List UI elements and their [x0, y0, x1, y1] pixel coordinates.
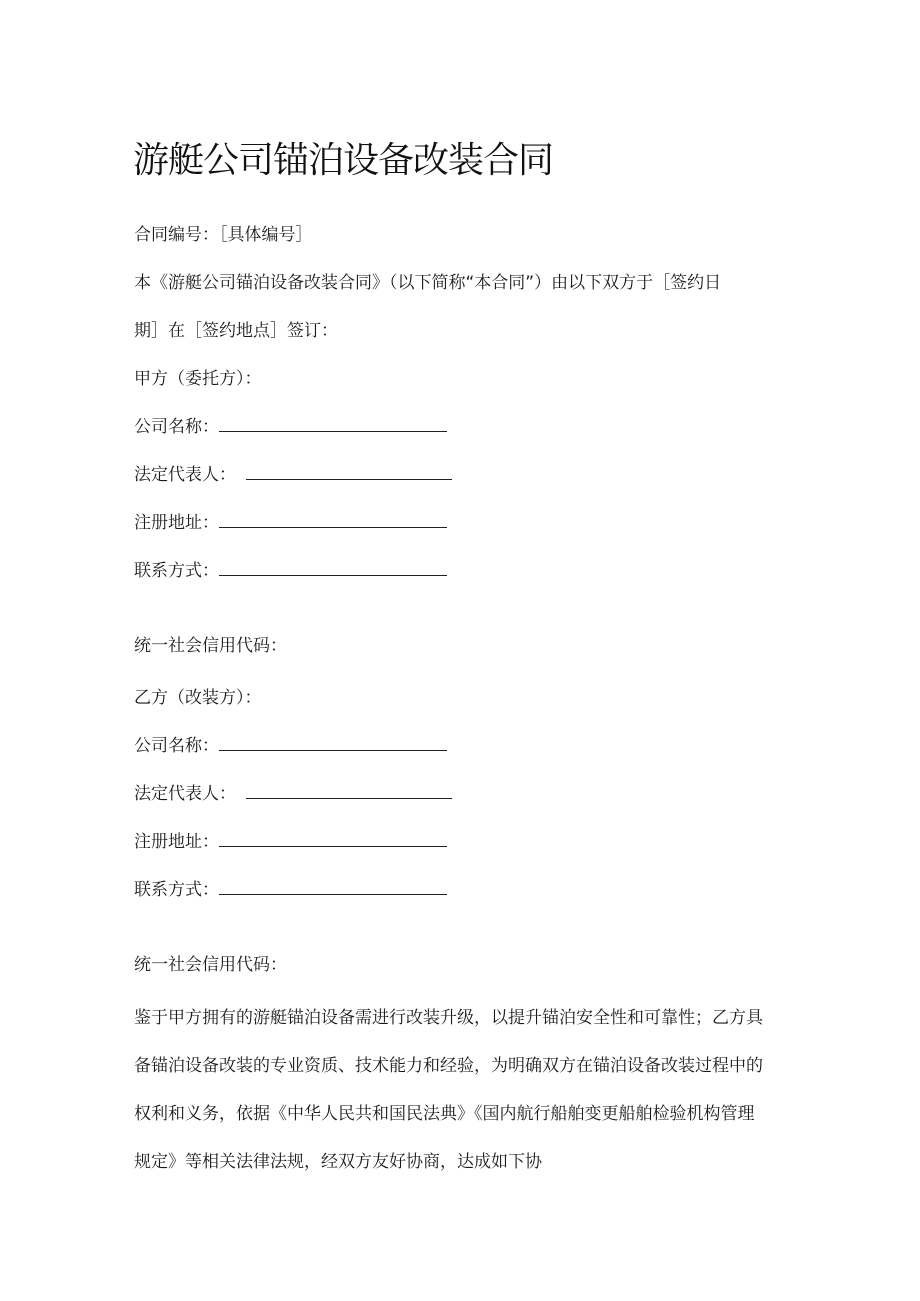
party-b-company-row	[134, 733, 447, 759]
party-a-rep-row	[134, 462, 452, 488]
recital-line-4: 规定》等相关法律法规，经双方友好协商，达成如下协	[134, 1152, 542, 1172]
party-a-company-label: 公司名称：	[134, 417, 219, 437]
intro-line-2: 期］在［签约地点］签订：	[134, 321, 338, 341]
party-b-credit-code: 统一社会信用代码：	[134, 955, 287, 975]
recital-line-3: 权利和义务，依据《中华人民共和国民法典》《国内航行船舶变更船舶检验机构管理	[134, 1104, 755, 1124]
party-a-contact-row	[134, 558, 447, 584]
intro-line-1: 本《游艇公司锚泊设备改装合同》（以下简称“本合同”）由以下双方于［签约日	[134, 273, 722, 293]
party-a-heading: 甲方（委托方）：	[134, 369, 262, 389]
party-a-address-label: 注册地址：	[134, 513, 219, 533]
party-b-address-label: 注册地址：	[134, 832, 219, 852]
party-b-contact-row	[134, 877, 447, 903]
recital-line-1: 鉴于甲方拥有的游艇锚泊设备需进行改装升级，以提升锚泊安全性和可靠性；乙方具	[134, 1008, 763, 1028]
party-a-company-row	[134, 414, 447, 440]
party-b-heading: 乙方（改装方）：	[134, 688, 262, 708]
party-b-contact-label: 联系方式：	[134, 880, 219, 900]
party-b-rep-field[interactable]	[246, 781, 452, 799]
party-a-rep-label: 法定代表人：	[134, 465, 236, 485]
party-b-company-label: 公司名称：	[134, 736, 219, 756]
party-a-address-field[interactable]	[219, 510, 447, 528]
party-b-company-field[interactable]	[219, 733, 447, 751]
party-b-contact-field[interactable]	[219, 877, 447, 895]
party-b-rep-row	[134, 781, 452, 807]
contract-number: 合同编号：［具体编号］	[134, 225, 313, 245]
party-b-address-field[interactable]	[219, 829, 447, 847]
party-a-contact-field[interactable]	[219, 558, 447, 576]
party-a-address-row	[134, 510, 447, 536]
document-title: 游艇公司锚泊设备改装合同	[133, 140, 554, 181]
party-b-rep-label: 法定代表人：	[134, 784, 236, 804]
party-b-address-row	[134, 829, 447, 855]
recital-line-2: 备锚泊设备改装的专业资质、技术能力和经验，为明确双方在锚泊设备改装过程中的	[134, 1056, 763, 1076]
party-a-company-field[interactable]	[219, 414, 447, 432]
party-a-rep-field[interactable]	[246, 462, 452, 480]
party-a-credit-code: 统一社会信用代码：	[134, 636, 287, 656]
party-a-contact-label: 联系方式：	[134, 561, 219, 581]
